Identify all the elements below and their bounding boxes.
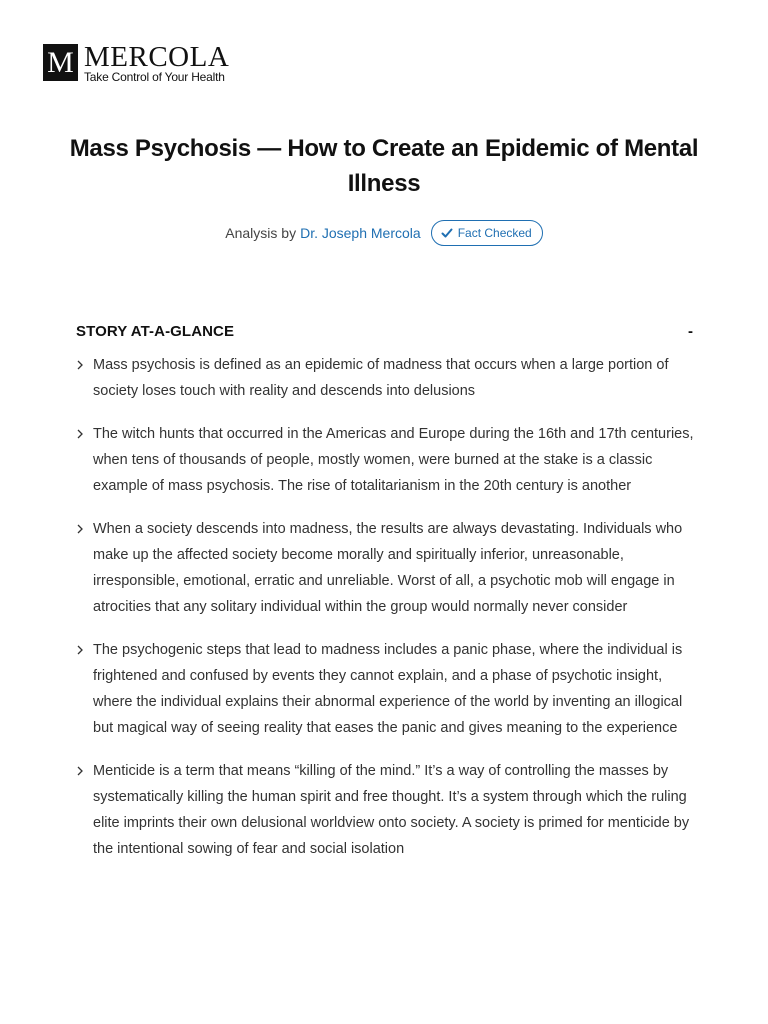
fact-checked-badge[interactable] <box>431 220 543 246</box>
chevron-right-icon <box>76 645 84 655</box>
list-item <box>76 758 694 862</box>
glance-header <box>76 320 693 342</box>
chevron-right-icon <box>76 766 84 776</box>
checkmark-icon <box>441 227 453 239</box>
list-item-text: The psychogenic steps that lead to madness includes a panic phase, where the individual is frightened and confused by events they cannot explain, and a phase of psychotic insight, where the individual explains their abnormal experience of the world by inventing an illogical but magical way of seeing reality that eases the panic and gives meaning to the experience <box>93 642 683 736</box>
list-item-text: Menticide is a term that means “killing of the mind.” It’s a way of controlling the masses by systematically killing the human spirit and free thought. It’s a system through which the ruling elite imprints their own delusional worldview onto society. A society is primed for menticide by the intentional sowing of fear and social isolation <box>93 763 690 857</box>
list-item-text: Mass psychosis is defined as an epidemic of madness that occurs when a large portion of society loses touch with reality and descends into delusions <box>93 357 669 399</box>
mercola-logo[interactable] <box>43 41 230 84</box>
list-item-text: When a society descends into madness, the results are always devastating. Individuals who make up the affected society become morally and spiritually inferior, unreasonable, irresponsible, emotional, erratic and unreliable. Worst of all, a psychotic mob will engage in atrocities that any solitary individual within the group would normally never consider <box>93 521 683 615</box>
list-item <box>76 516 694 620</box>
logo-name: MERCOLA <box>84 41 230 73</box>
byline-prefix: Analysis by <box>225 225 297 241</box>
fact-badge-label: Fact Checked <box>457 226 532 240</box>
logo-tagline: Take Control of Your Health <box>84 70 225 84</box>
byline <box>0 219 768 247</box>
chevron-right-icon <box>76 429 84 439</box>
list-item <box>76 421 694 499</box>
list-item-text: The witch hunts that occurred in the Americas and Europe during the 16th and 17th centuries, when tens of thousands of people, mostly women, were burned at the stake is a classic example of mass psychosis. The rise of totalitarianism in the 20th century is another <box>93 426 694 494</box>
collapse-toggle[interactable]: - <box>688 322 693 340</box>
author-link[interactable]: Dr. Joseph Mercola <box>300 225 421 241</box>
glance-title: STORY AT-A-GLANCE <box>76 322 235 340</box>
chevron-right-icon <box>76 360 84 370</box>
logo-mark: M <box>43 44 78 81</box>
glance-list <box>76 352 694 879</box>
chevron-right-icon <box>76 524 84 534</box>
article-title: Mass Psychosis — How to Create an Epidemic of Mental Illness <box>69 135 699 197</box>
list-item <box>76 352 694 404</box>
logo-text <box>84 41 230 84</box>
list-item <box>76 637 694 741</box>
